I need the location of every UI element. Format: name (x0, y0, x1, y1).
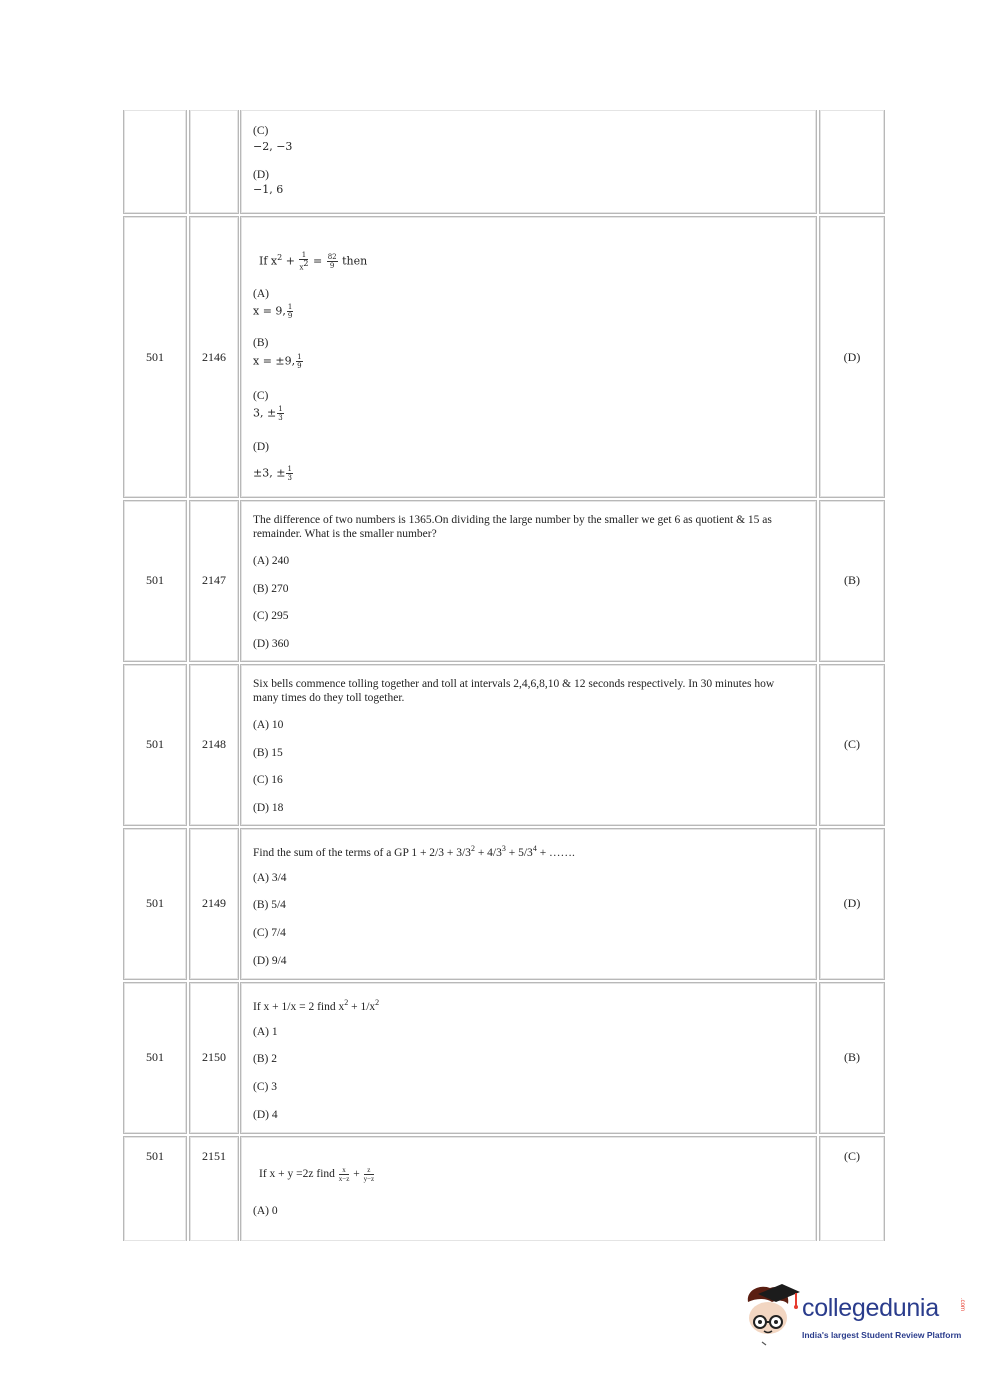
option-label: (A) (253, 288, 269, 300)
question-cell (240, 500, 817, 662)
option: (C) 295 (253, 610, 289, 622)
option-text: ±3, ± $\frac{1}{3}$ (253, 465, 292, 482)
question-id: 2147 (202, 573, 226, 587)
table-row (123, 982, 885, 1134)
answer-key: (C) (844, 737, 860, 751)
option-label: (B) (253, 337, 269, 349)
paper-code: 501 (146, 350, 164, 364)
option-label: (C) (253, 125, 269, 137)
answer-key: (B) (844, 1050, 860, 1064)
question-text: If x + y =2z find $\frac{x}{x-z}$ + $\frac{z}{y-z}$ (259, 1166, 375, 1183)
question-text: If $x^2$ + $\frac{1}{x^2}$ = $\frac{82}{9}$ then (259, 251, 368, 272)
option-label: (D) (253, 441, 269, 453)
brand-tagline: India's largest Student Review Platform (802, 1330, 962, 1340)
paper-code: 501 (146, 737, 164, 751)
question-id: 2148 (202, 737, 226, 751)
table-row (123, 664, 885, 826)
question-id: 2149 (202, 896, 226, 910)
table-row (123, 828, 885, 980)
option-text: x = 9, $\frac{1}{9}$ (253, 303, 293, 320)
option-label: (C) (253, 390, 269, 402)
brand-name: collegedunia (802, 1294, 939, 1322)
question-text: Six bells commence tolling together and toll at intervals 2,4,6,8,10 & 12 seconds respectively. In 30 minutes how many times do they toll together. (253, 678, 775, 704)
brand-tld: .com (959, 1298, 965, 1312)
option: (A) 10 (253, 719, 284, 731)
table-row (123, 1136, 885, 1241)
question-cell (240, 216, 817, 498)
option-label: (D) (253, 169, 269, 181)
option: (D) 4 (253, 1109, 278, 1121)
option: (A) 1 (253, 1026, 278, 1038)
option-text: −2, −3 (253, 140, 293, 153)
answer-key: (C) (844, 1149, 860, 1163)
question-id: 2150 (202, 1050, 226, 1064)
option: (B) 270 (253, 583, 289, 595)
table-row (123, 110, 885, 214)
question-cell (240, 664, 817, 826)
option: (A) 240 (253, 555, 290, 567)
question-text: If x + 1/x = 2 find $x^2 + 1/x^2$ (253, 998, 380, 1013)
question-cell (240, 982, 817, 1134)
paper-code: 501 (146, 1050, 164, 1064)
option: (C) 3 (253, 1081, 277, 1093)
answer-key: (D) (843, 896, 861, 910)
option: (A) 0 (253, 1205, 278, 1217)
option-text: x = ±9, $\frac{1}{9}$ (253, 353, 302, 370)
mascot-icon (738, 1280, 800, 1350)
paper-code: 501 (146, 896, 164, 910)
option: (A) 3/4 (253, 872, 287, 884)
option: (D) 18 (253, 802, 284, 814)
paper-code: 501 (146, 573, 164, 587)
option-text: −1, 6 (253, 183, 284, 196)
option: (C) 7/4 (253, 927, 286, 939)
brand-logo (738, 1280, 968, 1350)
option: (C) 16 (253, 774, 283, 786)
question-cell (240, 1136, 817, 1241)
question-id: 2151 (202, 1149, 226, 1163)
answer-key: (B) (844, 573, 860, 587)
option: (B) 15 (253, 747, 283, 759)
option: (D) 360 (253, 638, 290, 650)
option-text: 3, ± $\frac{1}{3}$ (253, 405, 283, 422)
question-text: The difference of two numbers is 1365.On dividing the large number by the smaller we get 6 as quotient & 15 as remainder. What is the smaller number? (253, 514, 772, 540)
question-text: Find the sum of the terms of a GP $1 + 2/3 + 3/3^2 + 4/3^3 + 5/3^4$ + ……. (253, 844, 575, 859)
question-id: 2146 (202, 350, 226, 364)
table-row (123, 216, 885, 498)
option: (B) 2 (253, 1053, 277, 1065)
paper-code: 501 (146, 1149, 164, 1163)
option: (B) 5/4 (253, 899, 286, 911)
question-cell (240, 828, 817, 980)
table-row (123, 500, 885, 662)
option: (D) 9/4 (253, 955, 287, 967)
question-cell (240, 110, 817, 214)
answer-key: (D) (843, 350, 861, 364)
